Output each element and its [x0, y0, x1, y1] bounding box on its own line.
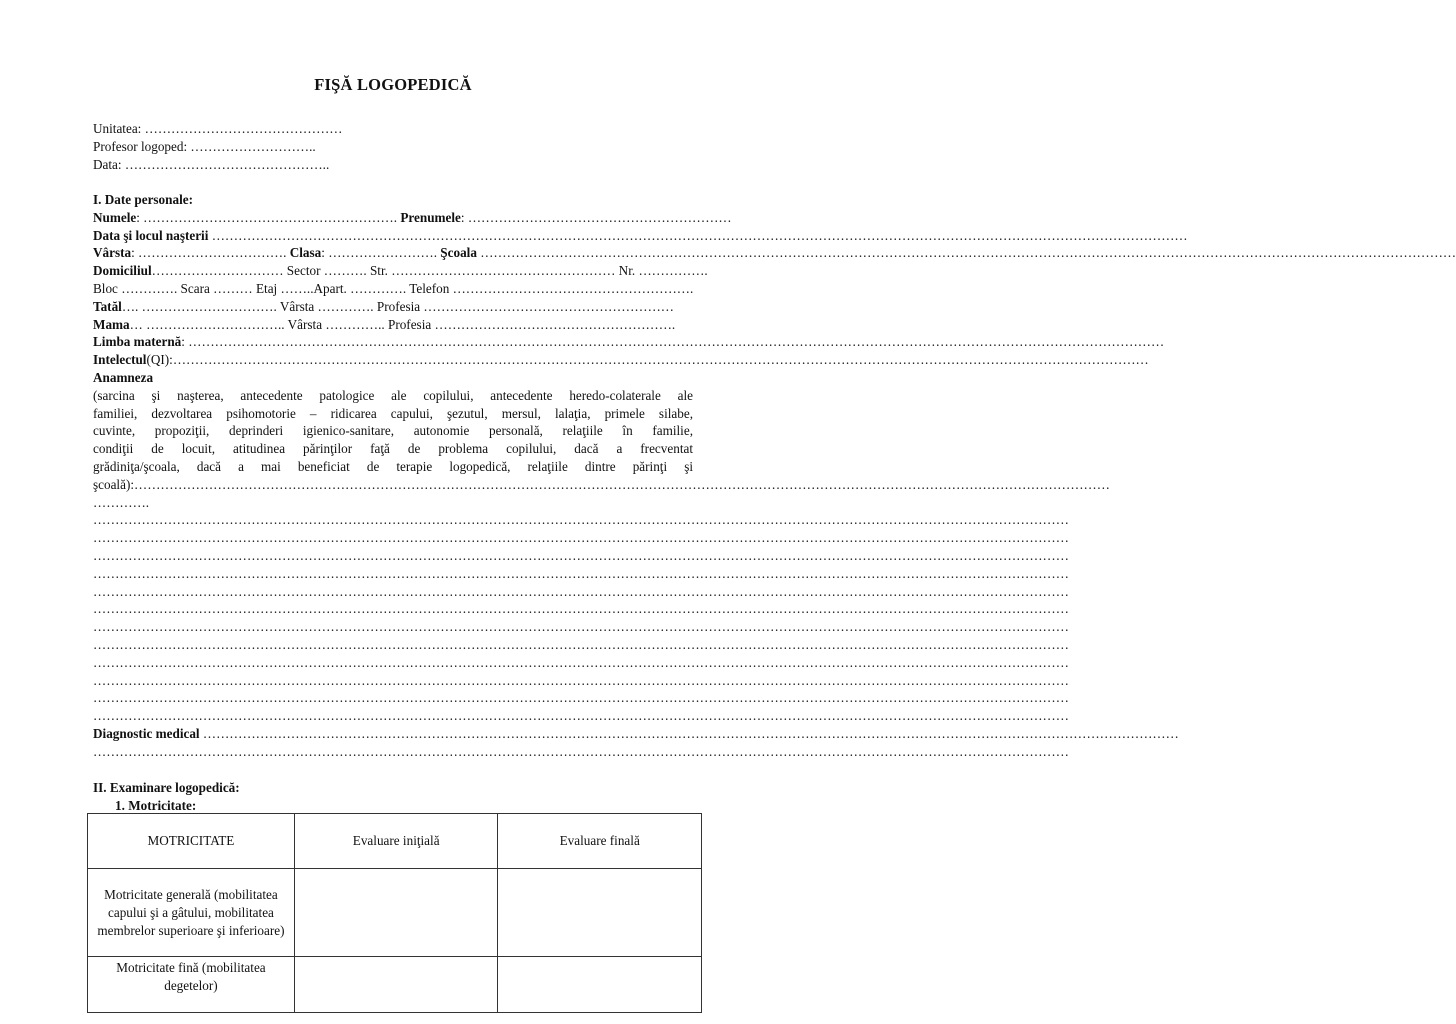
blank-line: ……………………………………………………………………………………………………………………………………………………………………………………………………: [93, 512, 1069, 528]
table-header-cell: Evaluare iniţială: [294, 814, 498, 869]
blank-line: ……………………………………………………………………………………………………………………………………………………………………………………………………: [93, 672, 1069, 688]
class-dots: : …………………….: [321, 245, 437, 261]
dotted-fill: ……………………………………………………………………………………………………………………………………………………………………………………………………: [211, 227, 1188, 243]
dotted-fill: ……………………………………………………………………………………………………………………………………………………………………………………………………: [480, 245, 1456, 261]
diagnostic-label: Diagnostic medical: [93, 725, 200, 741]
age-row: [93, 244, 1456, 262]
anamnesis-text-line: familiei, dezvoltarea psihomotorie – ridicarea capului, şezutul, mersul, lalaţia, primele silabe,: [93, 405, 693, 421]
mother-row: [93, 316, 693, 334]
anamnesis-text-line: (sarcina şi naşterea, antecedente patologice ale copilului, antecedente heredo-colaterale ale: [93, 387, 693, 403]
dotted-fill: ……………………………………………………………………………………………………………………………………………………………………………………………………: [202, 725, 1179, 741]
language-row: Limba maternă : ……………………………………………………………………………………………………………………………………………………………………………………………………: [93, 334, 1165, 350]
table-row: [88, 869, 702, 957]
dotted-fill: ……………………………………………………………………………………………………………………………………………………………………………………………………: [188, 334, 1165, 350]
blank-line: ……………………………………………………………………………………………………………………………………………………………………………………………………: [93, 619, 1069, 635]
father-text: …. …………………………. Vârsta …………. Profesia …………………………………………………: [121, 298, 674, 314]
blank-line: ……………………………………………………………………………………………………………………………………………………………………………………………………: [93, 708, 1069, 724]
table-cell: Motricitate generală (mobilitatea capului şi a gâtului, mobilitatea membrelor superioare şi inferioare): [88, 869, 295, 957]
anamnesis-text-line: grădiniţa/şcoala, dacă a mai beneficiat de terapie logopedică, relaţiile dintre părinţi şi: [93, 458, 693, 474]
therapist-field: Profesor logoped: ………………………..: [93, 138, 316, 154]
table-cell: Motricitate fină (mobilitatea degetelor): [88, 957, 295, 1013]
address-text: ………………………… Sector ………. Str. …………………………………………… Nr. …………….: [151, 263, 708, 279]
birth-row: [93, 227, 1188, 245]
table-cell[interactable]: [498, 957, 702, 1013]
blank-line: ……………………………………………………………………………………………………………………………………………………………………………………………………: [93, 547, 1069, 563]
mother-label: Mama: [93, 316, 130, 332]
blank-line: ……………………………………………………………………………………………………………………………………………………………………………………………………: [93, 565, 1069, 581]
birth-label: Data şi locul naşterii: [93, 227, 209, 243]
address-row: [93, 262, 708, 280]
blank-line: ……………………………………………………………………………………………………………………………………………………………………………………………………: [93, 583, 1069, 599]
blank-line: ……………………………………………………………………………………………………………………………………………………………………………………………………: [93, 601, 1069, 617]
dotted-fill: ……………………………………………………………………………………………………………………………………………………………………………………………………: [134, 476, 1110, 492]
date-field: Data: ………………………………………..: [93, 156, 330, 172]
address-label: Domiciliul: [93, 263, 152, 279]
age-dots: : …………………………….: [131, 245, 287, 261]
table-cell[interactable]: [294, 869, 498, 957]
blank-line: ……………………………………………………………………………………………………………………………………………………………………………………………………: [93, 743, 1069, 759]
table-cell[interactable]: [294, 957, 498, 1013]
anamnesis-text-line: cuvinte, propoziţii, deprinderi igienico-sanitare, autonomie personală, relaţiile în familie,: [93, 423, 693, 439]
diagnostic-row: [93, 725, 1179, 743]
father-label: Tatăl: [93, 298, 122, 314]
mother-text: … ………………………….. Vârsta ………….. Profesia ……………………………………………….: [129, 316, 676, 332]
anamnesis-last-line: [93, 476, 1110, 494]
building-row: Bloc …………. Scara ……… Etaj ……..Apart. …………. Telefon ……………………………………………….: [93, 280, 694, 296]
personal-data-section: [93, 191, 1456, 761]
anamnesis-last-text: şcoală):: [93, 476, 135, 492]
blank-line: ……………………………………………………………………………………………………………………………………………………………………………………………………: [93, 636, 1069, 652]
class-label: Clasa: [289, 245, 322, 261]
school-label: Şcoala: [440, 245, 477, 261]
intellect-row: [93, 351, 1149, 369]
blank-line: ……………………………………………………………………………………………………………………………………………………………………………………………………: [93, 530, 1069, 546]
blank-line: ……………………………………………………………………………………………………………………………………………………………………………………………………: [93, 690, 1069, 706]
intellect-label: Intelectul: [93, 352, 147, 368]
blank-line: ……………………………………………………………………………………………………………………………………………………………………………………………………: [93, 654, 1069, 670]
table-header-cell: MOTRICITATE: [88, 814, 295, 869]
surname-dots: : ………………………………………………….: [136, 209, 398, 225]
firstname-label: Prenumele: [400, 209, 461, 225]
page-title: FIŞĂ LOGOPEDICĂ: [314, 75, 472, 94]
motricity-table: [87, 813, 702, 1013]
table-row: [88, 957, 702, 1013]
section-heading: II. Examinare logopedică:: [93, 780, 240, 795]
unit-field: Unitatea: ………………………………………: [93, 121, 343, 136]
surname-label: Numele: [93, 209, 137, 225]
name-row: [93, 209, 732, 227]
intellect-qi: (QI):: [146, 352, 173, 368]
table-header-row: [88, 814, 702, 869]
subsection-heading: 1. Motricitate:: [115, 797, 197, 813]
dotted-fill: ……………………………………………………………………………………………………………………………………………………………………………………………………: [172, 352, 1149, 368]
table-cell[interactable]: [498, 869, 702, 957]
header-fields: [93, 120, 693, 173]
language-label: Limba maternă: [93, 334, 182, 350]
section-heading: I. Date personale:: [93, 192, 193, 207]
speech-exam-section: [93, 779, 693, 815]
firstname-dots: : ……………………………………………………: [460, 209, 732, 225]
anamnesis-label: Anamneza: [93, 369, 154, 385]
table-header-cell: Evaluare finală: [498, 814, 702, 869]
short-dots: ………….: [93, 494, 150, 510]
father-row: [93, 298, 693, 316]
anamnesis-text-line: condiţii de locuit, atitudinea părinţilor faţă de problema copilului, dacă a frecventat: [93, 441, 693, 457]
age-label: Vârsta: [93, 245, 132, 261]
